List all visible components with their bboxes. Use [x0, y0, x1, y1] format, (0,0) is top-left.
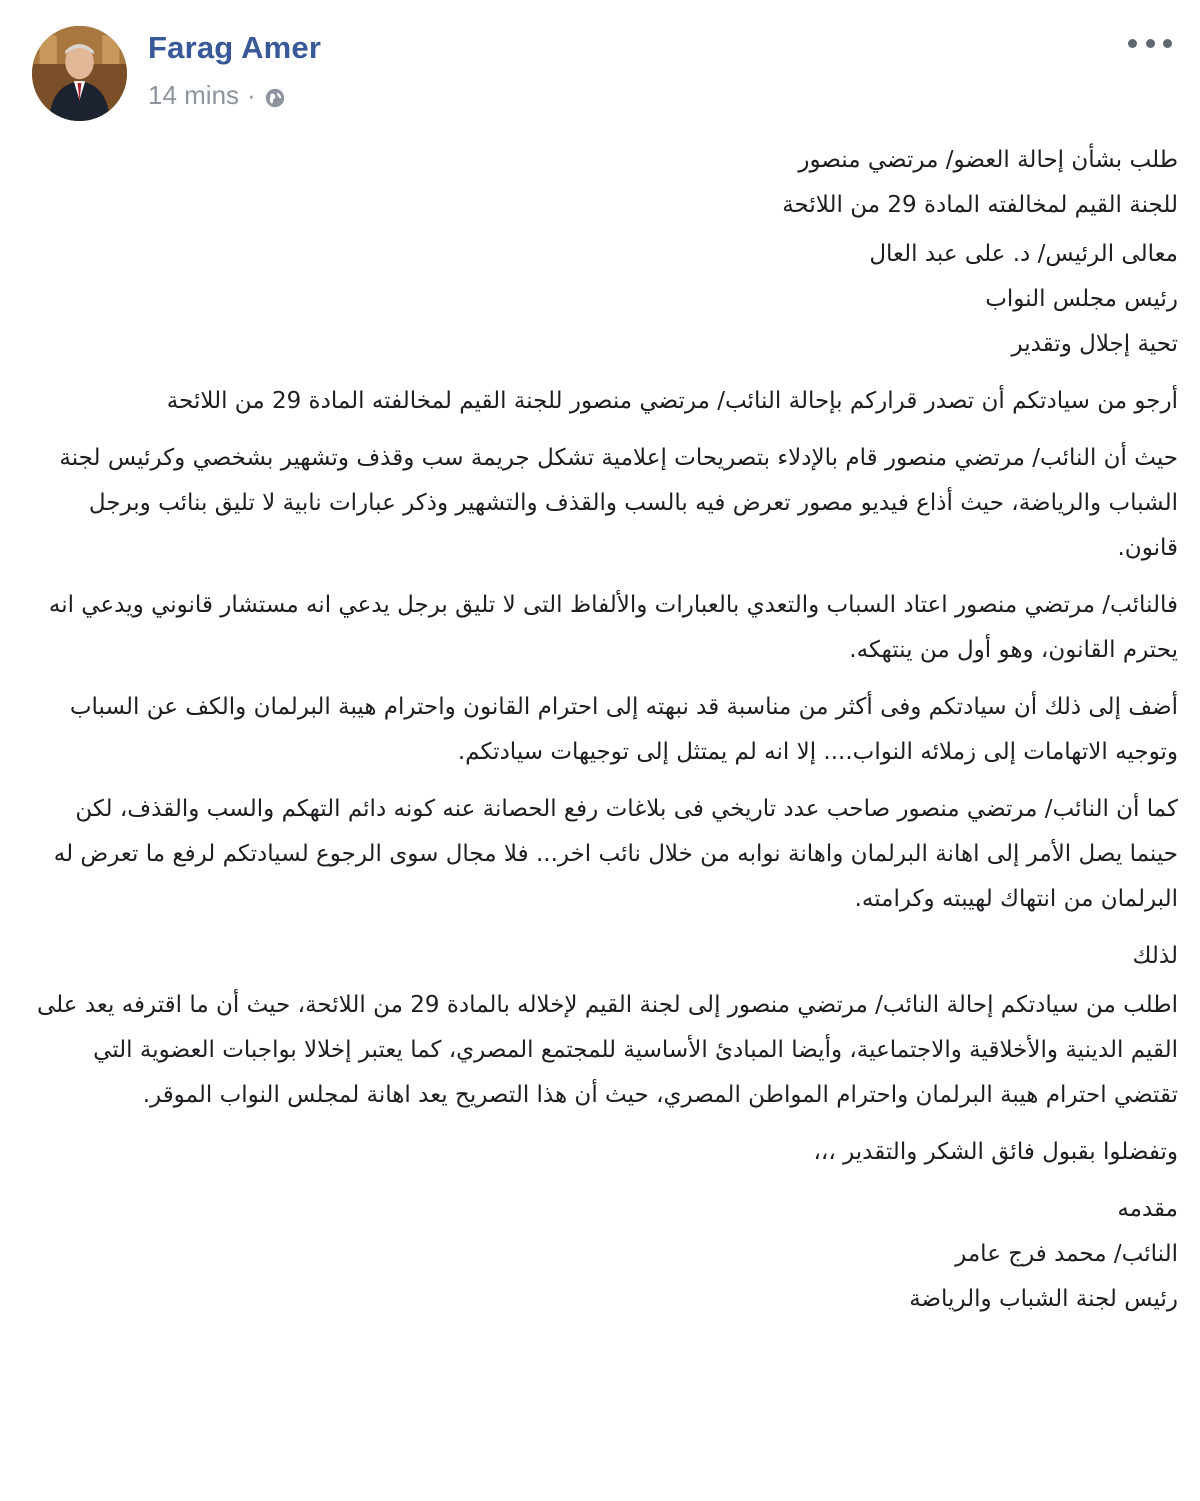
- post-paragraph: أرجو من سيادتكم أن تصدر قراركم بإحالة النائب/ مرتضي منصور للجنة القيم لمخالفته المادة 29 من اللائحة: [166, 388, 1178, 414]
- profile-photo-icon: [32, 26, 127, 121]
- salutation-line: تحية إجلال وتقدير: [1011, 331, 1178, 357]
- author-name[interactable]: Farag Amer: [148, 30, 322, 65]
- salutation-line: معالى الرئيس/ د. على عبد العال: [869, 241, 1178, 267]
- more-dot: [1128, 39, 1137, 48]
- post-paragraph: كما أن النائب/ مرتضي منصور صاحب عدد تاريخي فى بلاغات رفع الحصانة عنه كونه دائم التهكم والسب والقذف، لكن حينما يصل الأمر إلى اهانة البرلمان واهانة نوابه من خلال نائب اخر... فلا مجال سوى الرجوع لسيادتكم لرفع ما تعرض له البرلمان من انتهاك لهيبته وكرامته.: [53, 796, 1178, 912]
- post-signature: [28, 1187, 1178, 1322]
- more-dot: [1146, 39, 1155, 48]
- post-closing: وتفضلوا بقبول فائق الشكر والتقدير ،،،: [813, 1139, 1178, 1165]
- post-paragraph: اطلب من سيادتكم إحالة النائب/ مرتضي منصور إلى لجنة القيم لإخلاله بالمادة 29 من اللائحة، حيث أن ما اقترفه يعد على القيم الدينية والأخلاقية والاجتماعية، وأيضا المبادئ الأساسية للمجتمع المصري، كما يعتبر إخلالا بواجبات العضوية التي تقتضي احترام هيبة البرلمان واحترام المواطن المصري، حيث أن هذا التصريح يعد اهانة لمجلس النواب الموقر.: [37, 992, 1178, 1108]
- salutation-line: رئيس مجلس النواب: [985, 286, 1178, 312]
- post-header: [30, 24, 1180, 124]
- subject-line: طلب بشأن إحالة العضو/ مرتضي منصور: [798, 147, 1178, 173]
- subject-line: للجنة القيم لمخالفته المادة 29 من اللائحة: [782, 192, 1178, 218]
- post-paragraph: أضف إلى ذلك أن سيادتكم وفى أكثر من مناسبة قد نبهته إلى احترام القانون واحترام هيبة البرلمان والكف عن السباب وتوجيه الاتهامات إلى زملائه النواب.... إلا انه لم يمتثل إلى توجيهات سيادتكم.: [69, 694, 1178, 765]
- submitted-label: مقدمه: [1117, 1196, 1178, 1222]
- post-meta: [148, 80, 286, 111]
- more-options-icon[interactable]: [1128, 28, 1172, 58]
- more-dot: [1163, 39, 1172, 48]
- post-timestamp[interactable]: 14 mins: [148, 80, 240, 110]
- post-paragraph: حيث أن النائب/ مرتضي منصور قام بالإدلاء بتصريحات إعلامية تشكل جريمة سب وقذف وتشهير بشخصي وكرئيس لجنة الشباب والرياضة، حيث أذاع فيديو مصور تعرض فيه بالسب والقذف والتشهير وذكر عبارات نابية لا تليق بنائب وبرجل قانون.: [59, 445, 1178, 561]
- globe-icon[interactable]: [264, 85, 286, 107]
- post-salutation: [28, 232, 1178, 367]
- post-paragraph-heading: لذلك: [1132, 943, 1178, 969]
- meta-separator: ·: [247, 80, 256, 110]
- signature-name: النائب/ محمد فرج عامر: [955, 1241, 1178, 1267]
- author-avatar[interactable]: [32, 26, 127, 121]
- post-body: [28, 138, 1178, 1334]
- post-paragraph: فالنائب/ مرتضي منصور اعتاد السباب والتعدي بالعبارات والألفاظ التى لا تليق برجل يدعي انه مستشار قانوني ويدعي انه يحترم القانون، وهو أول من ينتهكه.: [48, 592, 1178, 663]
- post-subject: [28, 138, 1178, 228]
- signature-title: رئيس لجنة الشباب والرياضة: [909, 1286, 1178, 1312]
